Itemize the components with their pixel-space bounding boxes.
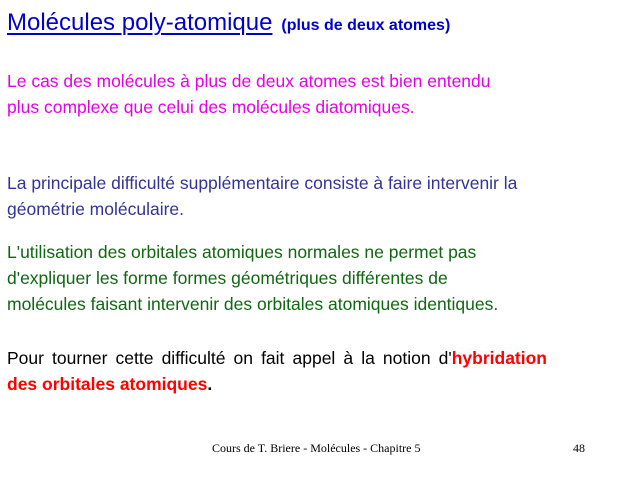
- paragraph-orbitals-line-3: molécules faisant intervenir des orbitales atomiques identiques.: [7, 294, 499, 314]
- paragraph-intro-line-2: plus complexe que celui des molécules diatomiques.: [7, 97, 415, 117]
- hybridation-highlight: hybridation des orbitales atomiques: [7, 348, 547, 394]
- footer-page-number: 48: [573, 441, 585, 455]
- paragraph-intro-line-1: Le cas des molécules à plus de deux atomes est bien entendu: [7, 71, 491, 91]
- paragraph-difficulty-line-1: La principale difficulté supplémentaire consiste à faire intervenir la: [7, 173, 518, 193]
- paragraph-hybridation: [7, 345, 547, 397]
- slide-title: [7, 4, 450, 41]
- paragraph-difficulty: [7, 170, 517, 222]
- footer-course-title: Cours de T. Briere - Molécules - Chapitre 5: [212, 441, 421, 455]
- paragraph-hybridation-text: Pour tourner cette difficulté on fait appel à la notion d': [7, 348, 452, 368]
- paragraph-orbitals-line-1: L'utilisation des orbitales atomiques normales ne permet pas: [7, 242, 477, 262]
- paragraph-orbitals-line-2: d'expliquer les forme formes géométriques différentes de: [7, 268, 448, 288]
- slide-title-main: Molécules poly-atomique: [7, 9, 273, 36]
- paragraph-hybridation-period: .: [207, 374, 213, 394]
- paragraph-orbitals: [7, 239, 498, 317]
- paragraph-intro: [7, 68, 491, 120]
- slide-title-subtitle: (plus de deux atomes): [281, 17, 451, 34]
- paragraph-difficulty-line-2: géométrie moléculaire.: [7, 199, 185, 219]
